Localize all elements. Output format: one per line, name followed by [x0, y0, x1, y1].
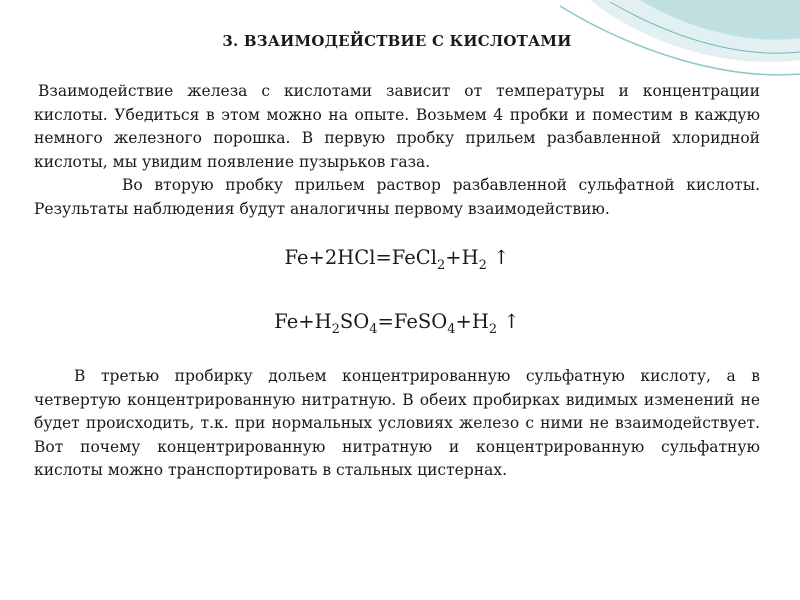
eq2-sub-2: 4 [369, 322, 378, 337]
gas-arrow-icon: ↑ [497, 310, 520, 333]
eq2-sub-4: 2 [488, 322, 498, 337]
eq1-sub-2: 2 [478, 258, 487, 273]
eq2-sub-1: 2 [331, 322, 340, 337]
equation-h2so4 [34, 307, 760, 337]
eq2-part-c: =FeSO [377, 310, 448, 333]
paragraph-concentrated: В третью пробирку дольем концентрированную сульфатную кислоту, а в четвертую концентрированную нитратную. В обеих пробирках видимых изменений не будет происходить, т.к. при нормальных условиях железо с ними не взаимодействует. Вот почему концентрированную нитратную и концентрированную сульфатную кислоты можно транспортировать в стальных цистернах. [34, 367, 760, 479]
eq1-sub-1: 2 [436, 258, 446, 273]
paragraph-intro: Взаимодействие железа с кислотами зависит от температуры и концентрации кислоты. Убедиться в этом можно на опыте. Возьмем 4 пробки и поместим в каждую немного железного порошка. В первую пробку прильем разбавленной хлоридной кислоты, мы увидим появление пузырьков газа. [34, 82, 760, 171]
slide-title: 3. ВЗАИМОДЕЙСТВИЕ С КИСЛОТАМИ [222, 32, 572, 50]
equation-hcl [34, 243, 760, 273]
eq2-part-d: +H [455, 310, 489, 333]
slide-content [34, 28, 760, 483]
gas-arrow-icon: ↑ [486, 246, 510, 269]
eq1-part-a: Fe+2HCl=FeCl [284, 246, 437, 269]
paragraph-second-tube: Во вторую пробку прильем раствор разбавленной сульфатной кислоты. Результаты наблюдения будут аналогичны первому взаимодействию. [34, 176, 760, 218]
eq1-part-b: +H [445, 246, 479, 269]
eq2-part-b: SO [339, 310, 370, 333]
eq2-part-a: Fe+H [274, 310, 332, 333]
eq2-sub-3: 4 [447, 322, 456, 337]
